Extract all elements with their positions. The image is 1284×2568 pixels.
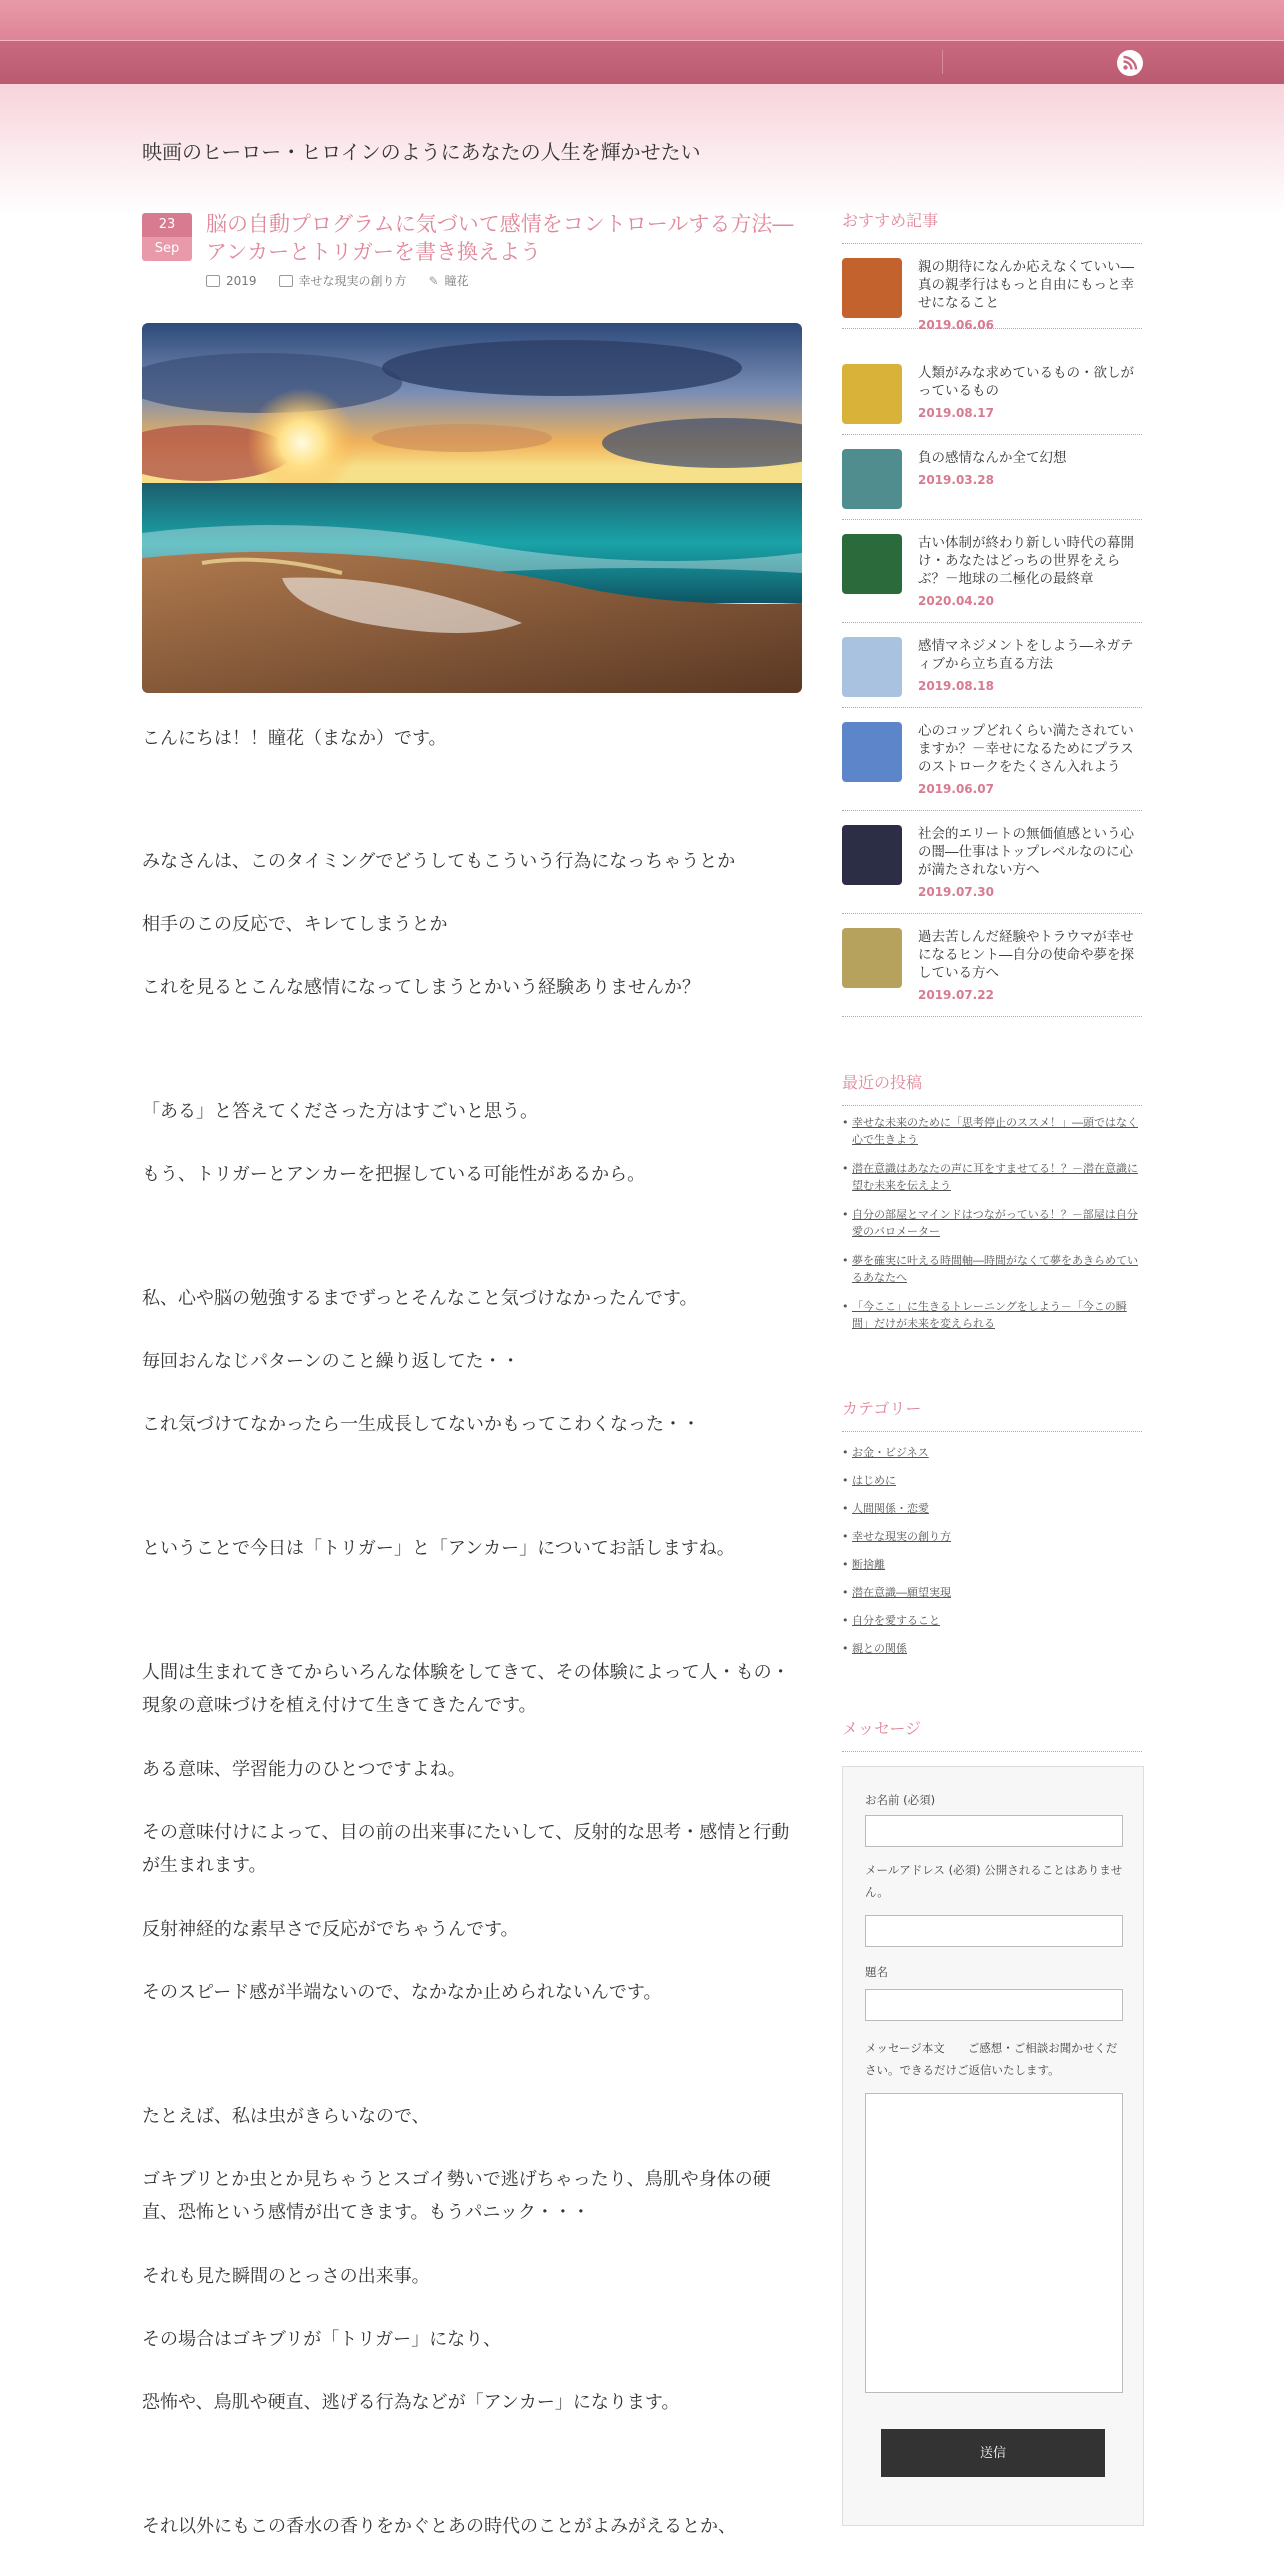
recommended-date: 2020.04.20 [918,594,994,608]
post-paragraph: みなさんは、このタイミングでどうしてもこういう行為になっちゃうとか [142,851,736,872]
message-textarea[interactable] [865,2093,1123,2393]
name-label: お名前 (必須) [865,1793,936,1807]
post-paragraph: その意味付けによって、目の前の出来事にたいして、反射的な思考・感情と行動が生まれます。 [142,1822,790,1876]
post-category[interactable]: 幸せな現実の創り方 [298,274,407,288]
post-paragraph: たとえば、私は虫がきらいなので、 [142,2106,430,2127]
submit-button[interactable]: 送信 [881,2429,1105,2477]
recommended-date: 2019.07.30 [918,885,994,899]
recommended-date: 2019.06.06 [918,318,994,332]
recommended-item[interactable] [842,350,1142,435]
recommended-item[interactable] [842,811,1142,914]
category-link[interactable]: • 幸せな現実の創り方 [842,1528,1142,1556]
post-title[interactable]: 脳の自動プログラムに気づいて感情をコントロールする方法―アンカーとトリガーを書き換えよう [206,212,794,264]
category-heading: カテゴリー [842,1396,1142,1432]
post-paragraph: 人間は生まれてきてからいろんな体験をしてきて、その体験によって人・もの・現象の意味づけを植え付けて生きてきたんです。 [142,1662,790,1716]
post-paragraph: 私、心や脳の勉強するまでずっとそんなこと気づけなかったんです。 [142,1288,698,1309]
post-paragraph: こんにちは！！瞳花（まなか）です。 [142,728,447,749]
recommended-title[interactable]: 社会的エリートの無価値感という心の闇―仕事はトップレベルなのに心が満たされない方へ [918,826,1134,878]
post-year[interactable]: 2019 [226,273,257,288]
post-meta [206,272,469,289]
subject-field[interactable] [865,1989,1123,2021]
post-paragraph: それも見た瞬間のとっさの出来事。 [142,2266,430,2287]
post-paragraph: これを見るとこんな感情になってしまうとかいう経験ありませんか？ [142,977,700,998]
post-paragraph: もう、トリガーとアンカーを把握している可能性があるから。 [142,1164,646,1185]
recommended-heading: おすすめ記事 [842,208,1142,244]
nav-bar [0,40,1284,84]
recommended-date: 2019.08.17 [918,406,994,420]
recommended-date: 2019.08.18 [918,679,994,693]
date-month: Sep [142,237,192,261]
recent-post-link[interactable]: • 自分の部屋とマインドはつながっている！？－部屋は自分愛のバロメーター [842,1206,1142,1240]
category-link[interactable]: • 自分を愛すること [842,1612,1142,1640]
calendar-icon [206,275,220,287]
category-link[interactable]: • 潜在意識―願望実現 [842,1584,1142,1612]
sunset-thumb[interactable] [842,258,902,318]
category-link[interactable]: • 断捨離 [842,1556,1142,1584]
recommended-title[interactable]: 親の期待になんか応えなくていい―真の親孝行はもっと自由にもっと幸せになること [918,259,1134,311]
beach-sunset-image [142,323,802,693]
recommended-title[interactable]: 人類がみな求めているもの・欲しがっているもの [918,365,1134,399]
nav-divider [942,50,943,74]
recommended-item[interactable] [842,520,1142,623]
category-list [842,1444,1142,1668]
rss-icon[interactable] [1117,50,1143,76]
category-link[interactable]: • はじめに [842,1472,1142,1500]
post-author[interactable]: 瞳花 [444,274,469,288]
post-paragraph: ある意味、学習能力のひとつですよね。 [142,1759,466,1780]
road-sign-thumb[interactable] [842,364,902,424]
top-bar [0,0,1284,40]
pencil-icon: ✎ [428,273,439,288]
recent-post-link[interactable]: • 幸せな未来のために「思考停止のススメ！」―頭ではなく心で生きよう [842,1114,1142,1148]
email-label: メールアドレス (必須) 公開されることはありません。 [865,1863,1123,1899]
recommended-item[interactable] [842,435,1142,520]
post-paragraph: そのスピード感が半端ないので、なかなか止められないんです。 [142,1982,662,2003]
recommended-item[interactable] [842,708,1142,811]
post-paragraph: ゴキブリとか虫とか見ちゃうとスゴイ勢いで逃げちゃったり、鳥肌や身体の硬直、恐怖という感情が出てきます。もうパニック・・・ [142,2169,771,2223]
recommended-date: 2019.06.07 [918,782,994,796]
contact-form [842,1766,1144,2526]
date-day: 23 [142,213,192,237]
message-label: メッセージ本文 ご感想・ご相談お聞かせください。できるだけご返信いたします。 [865,2041,1118,2077]
category-link[interactable]: • 人間関係・恋愛 [842,1500,1142,1528]
city-night-thumb[interactable] [842,825,902,885]
category-link[interactable]: • 親との関係 [842,1640,1142,1668]
recent-post-link[interactable]: • 夢を確実に叶える時間軸―時間がなくて夢をあきらめているあなたへ [842,1252,1142,1286]
post-paragraph: その場合はゴキブリが「トリガー」になり、 [142,2329,502,2350]
recommended-item[interactable] [842,623,1142,708]
name-field[interactable] [865,1815,1123,1847]
recommended-item[interactable] [842,914,1142,1017]
recent-posts-heading: 最近の投稿 [842,1070,1142,1106]
recommended-title[interactable]: 感情マネジメントをしよう―ネガティブから立ち直る方法 [918,638,1134,672]
folder-icon [279,275,293,287]
recent-posts-list [842,1114,1142,1344]
recommended-date: 2019.03.28 [918,473,994,487]
woman-thumb[interactable] [842,449,902,509]
earth-thumb[interactable] [842,534,902,594]
subject-label: 題名 [865,1965,888,1979]
recommended-title[interactable]: 古い体制が終わり新しい時代の幕開け・あなたはどっちの世界をえらぶ？－地球の二極化の最終章 [918,535,1134,587]
date-badge [142,213,192,261]
recent-post-link[interactable]: • 「今ここ」に生きるトレーニングをしよう－「今この瞬間」だけが未来を変えられる [842,1298,1142,1332]
email-field[interactable] [865,1915,1123,1947]
recommended-title[interactable]: 負の感情なんか全て幻想 [918,450,1067,466]
post-paragraph: 相手のこの反応で、キレてしまうとか [142,914,448,935]
recommended-item[interactable] [842,244,1142,332]
sky-thumb[interactable] [842,722,902,782]
post-paragraph: 毎回おんなじパターンのこと繰り返してた・・ [142,1351,520,1372]
site-tagline[interactable]: 映画のヒーロー・ヒロインのようにあなたの人生を輝かせたい [142,140,701,164]
post-paragraph: これ気づけてなかったら一生成長してないかもってこわくなった・・ [142,1414,700,1435]
field-thumb[interactable] [842,928,902,988]
post-paragraph: 恐怖や、鳥肌や硬直、逃げる行為などが「アンカー」になります。 [142,2392,680,2413]
message-heading: メッセージ [842,1716,1142,1752]
recommended-title[interactable]: 心のコップどれくらい満たされていますか？－幸せになるためにプラスのストロークをたくさん入れよう [918,723,1134,775]
post-paragraph: 反射神経的な素早さで反応がでちゃうんです。 [142,1919,519,1940]
category-link[interactable]: • お金・ビジネス [842,1444,1142,1472]
post-paragraph: ということで今日は「トリガー」と「アンカー」についてお話しますね。 [142,1538,735,1559]
recommended-title[interactable]: 過去苦しんだ経験やトラウマが幸せになるヒント―自分の使命や夢を探している方へ [918,929,1134,981]
smiley-thumb[interactable] [842,637,902,697]
post-paragraph: それ以外にもこの香水の香りをかぐとあの時代のことがよみがえるとか、 [142,2516,736,2537]
post-paragraph: 「ある」と答えてくださった方はすごいと思う。 [142,1101,538,1122]
recommended-date: 2019.07.22 [918,988,994,1002]
recent-post-link[interactable]: • 潜在意識はあなたの声に耳をすませてる！？－潜在意識に望む未来を伝えよう [842,1160,1142,1194]
